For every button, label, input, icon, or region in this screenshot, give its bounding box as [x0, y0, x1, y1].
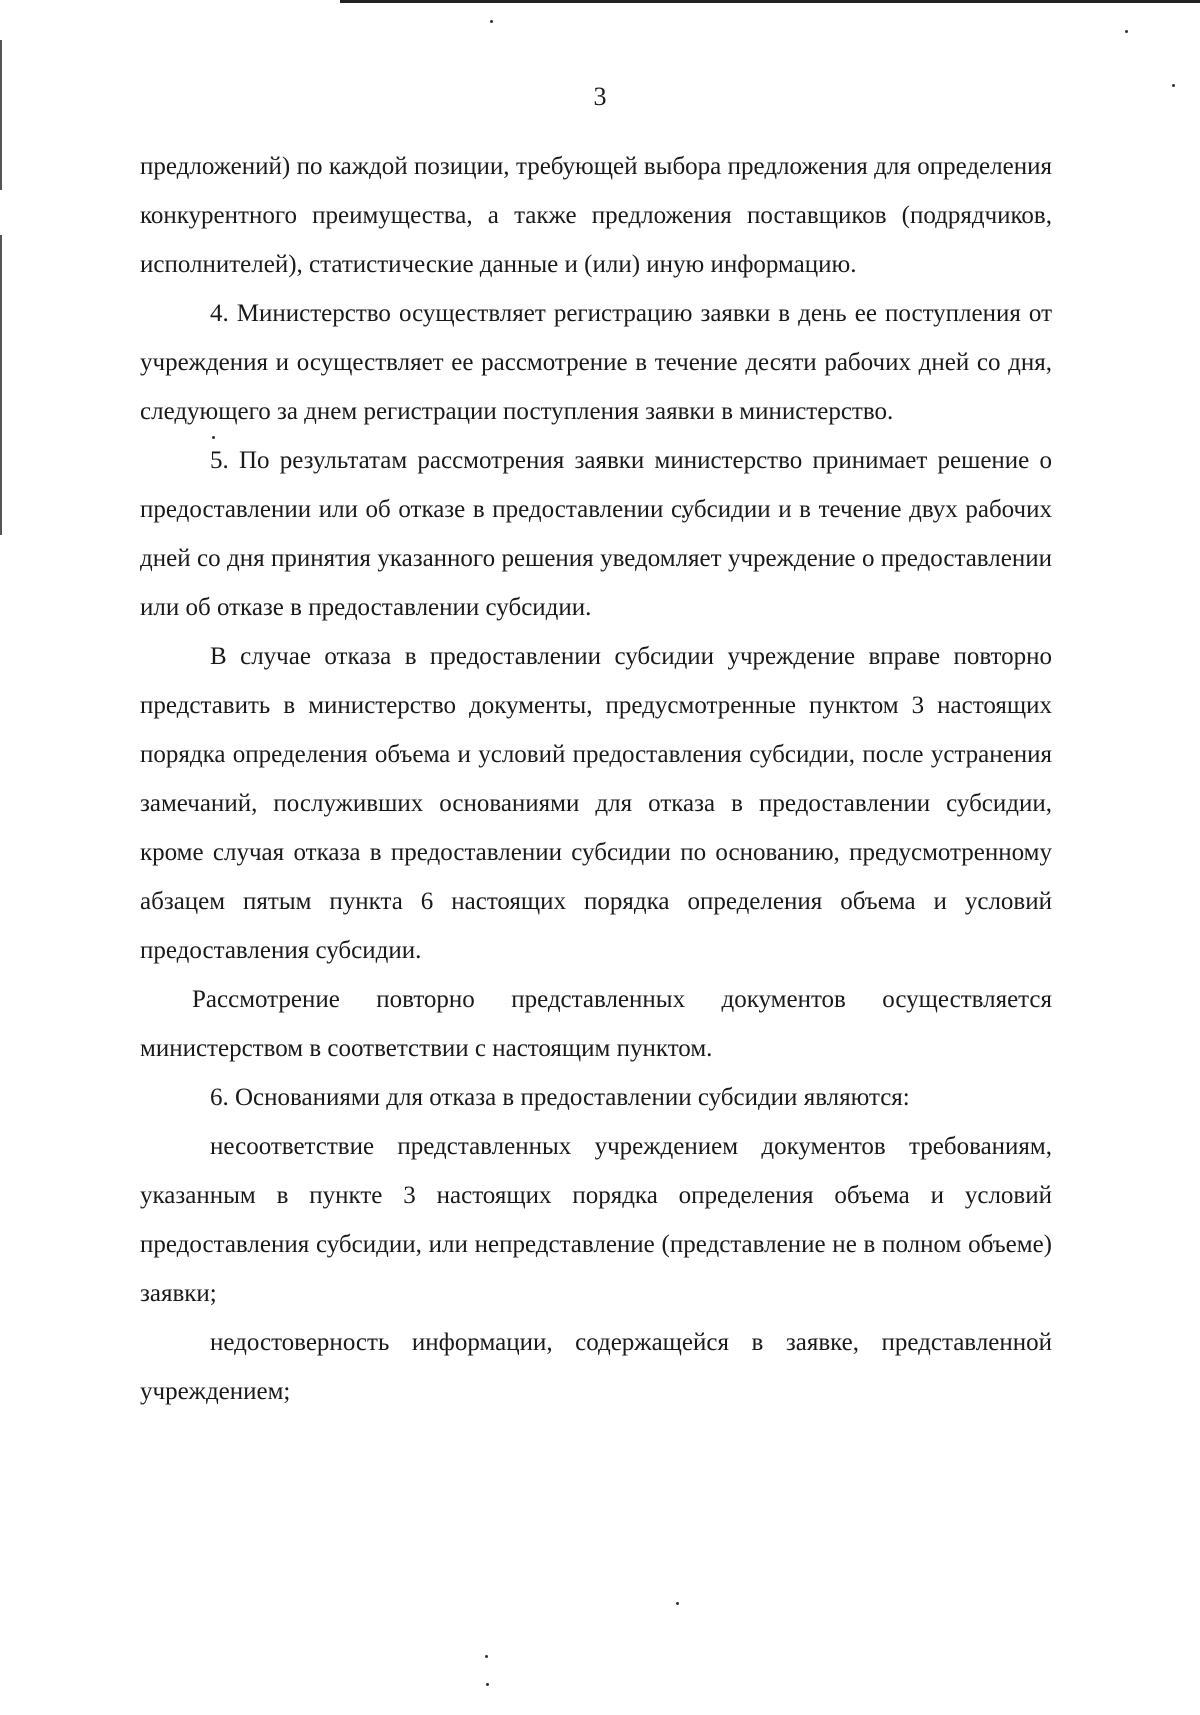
scan-edge-left: [0, 235, 2, 535]
scan-speck: [1125, 30, 1128, 33]
paragraph-ground-unreliable: недостоверность информации, содержащейся в заявке, представленной учреждением;: [140, 1329, 1052, 1405]
scan-speck: [490, 20, 493, 23]
paragraph-resubmission: Рассмотрение повторно представленных документов осуществляется министерством в соответствии с настоящим пунктом.: [140, 986, 1052, 1062]
document-body: [140, 142, 1052, 1416]
scan-edge-left: [0, 40, 2, 190]
scan-speck: [485, 1655, 488, 1658]
paragraph-ground-noncompliance: несоответствие представленных учреждением документов требованиям, указанным в пункте 3 настоящих порядка определения объема и условий предоставления субсидии, или непредставление (представление не в полном объеме) заявки;: [140, 1133, 1052, 1307]
scan-speck: [676, 1602, 679, 1605]
scan-speck: [486, 1683, 489, 1686]
paragraph-item-6: 6. Основаниями для отказа в предоставлении субсидии являются:: [210, 1084, 910, 1111]
paragraph-continuation: предложений) по каждой позиции, требующей выбора предложения для определения конкурентного преимущества, а также предложения поставщиков (подрядчиков, исполнителей), статистические данные и (или) иную информацию.: [140, 153, 1052, 278]
paragraph-item-4: 4. Министерство осуществляет регистрацию заявки в день ее поступления от учреждения и осуществляет ее рассмотрение в течение десяти рабочих дней со дня, следующего за днем регистрации поступления заявки в министерство.: [140, 300, 1052, 425]
scan-edge-top: [340, 0, 1200, 3]
paragraph-item-5: 5. По результатам рассмотрения заявки министерство принимает решение о предоставлении или об отказе в предоставлении субсидии и в течение двух рабочих дней со дня принятия указанного решения уведомляет учреждение о предоставлении или об отказе в предоставлении субсидии.: [140, 447, 1052, 621]
page-number: 3: [593, 82, 607, 111]
paragraph-refusal-case: В случае отказа в предоставлении субсидии учреждение вправе повторно представить в министерство документы, предусмотренные пунктом 3 настоящих порядка определения объема и условий предоставления субсидии, после устранения замечаний, послуживших основаниями для отказа в предоставлении субсидии, кроме случая отказа в предоставлении субсидии по основанию, предусмотренному абзацем пятым пункта 6 настоящих порядка определения объема и условий предоставления субсидии.: [140, 643, 1052, 964]
